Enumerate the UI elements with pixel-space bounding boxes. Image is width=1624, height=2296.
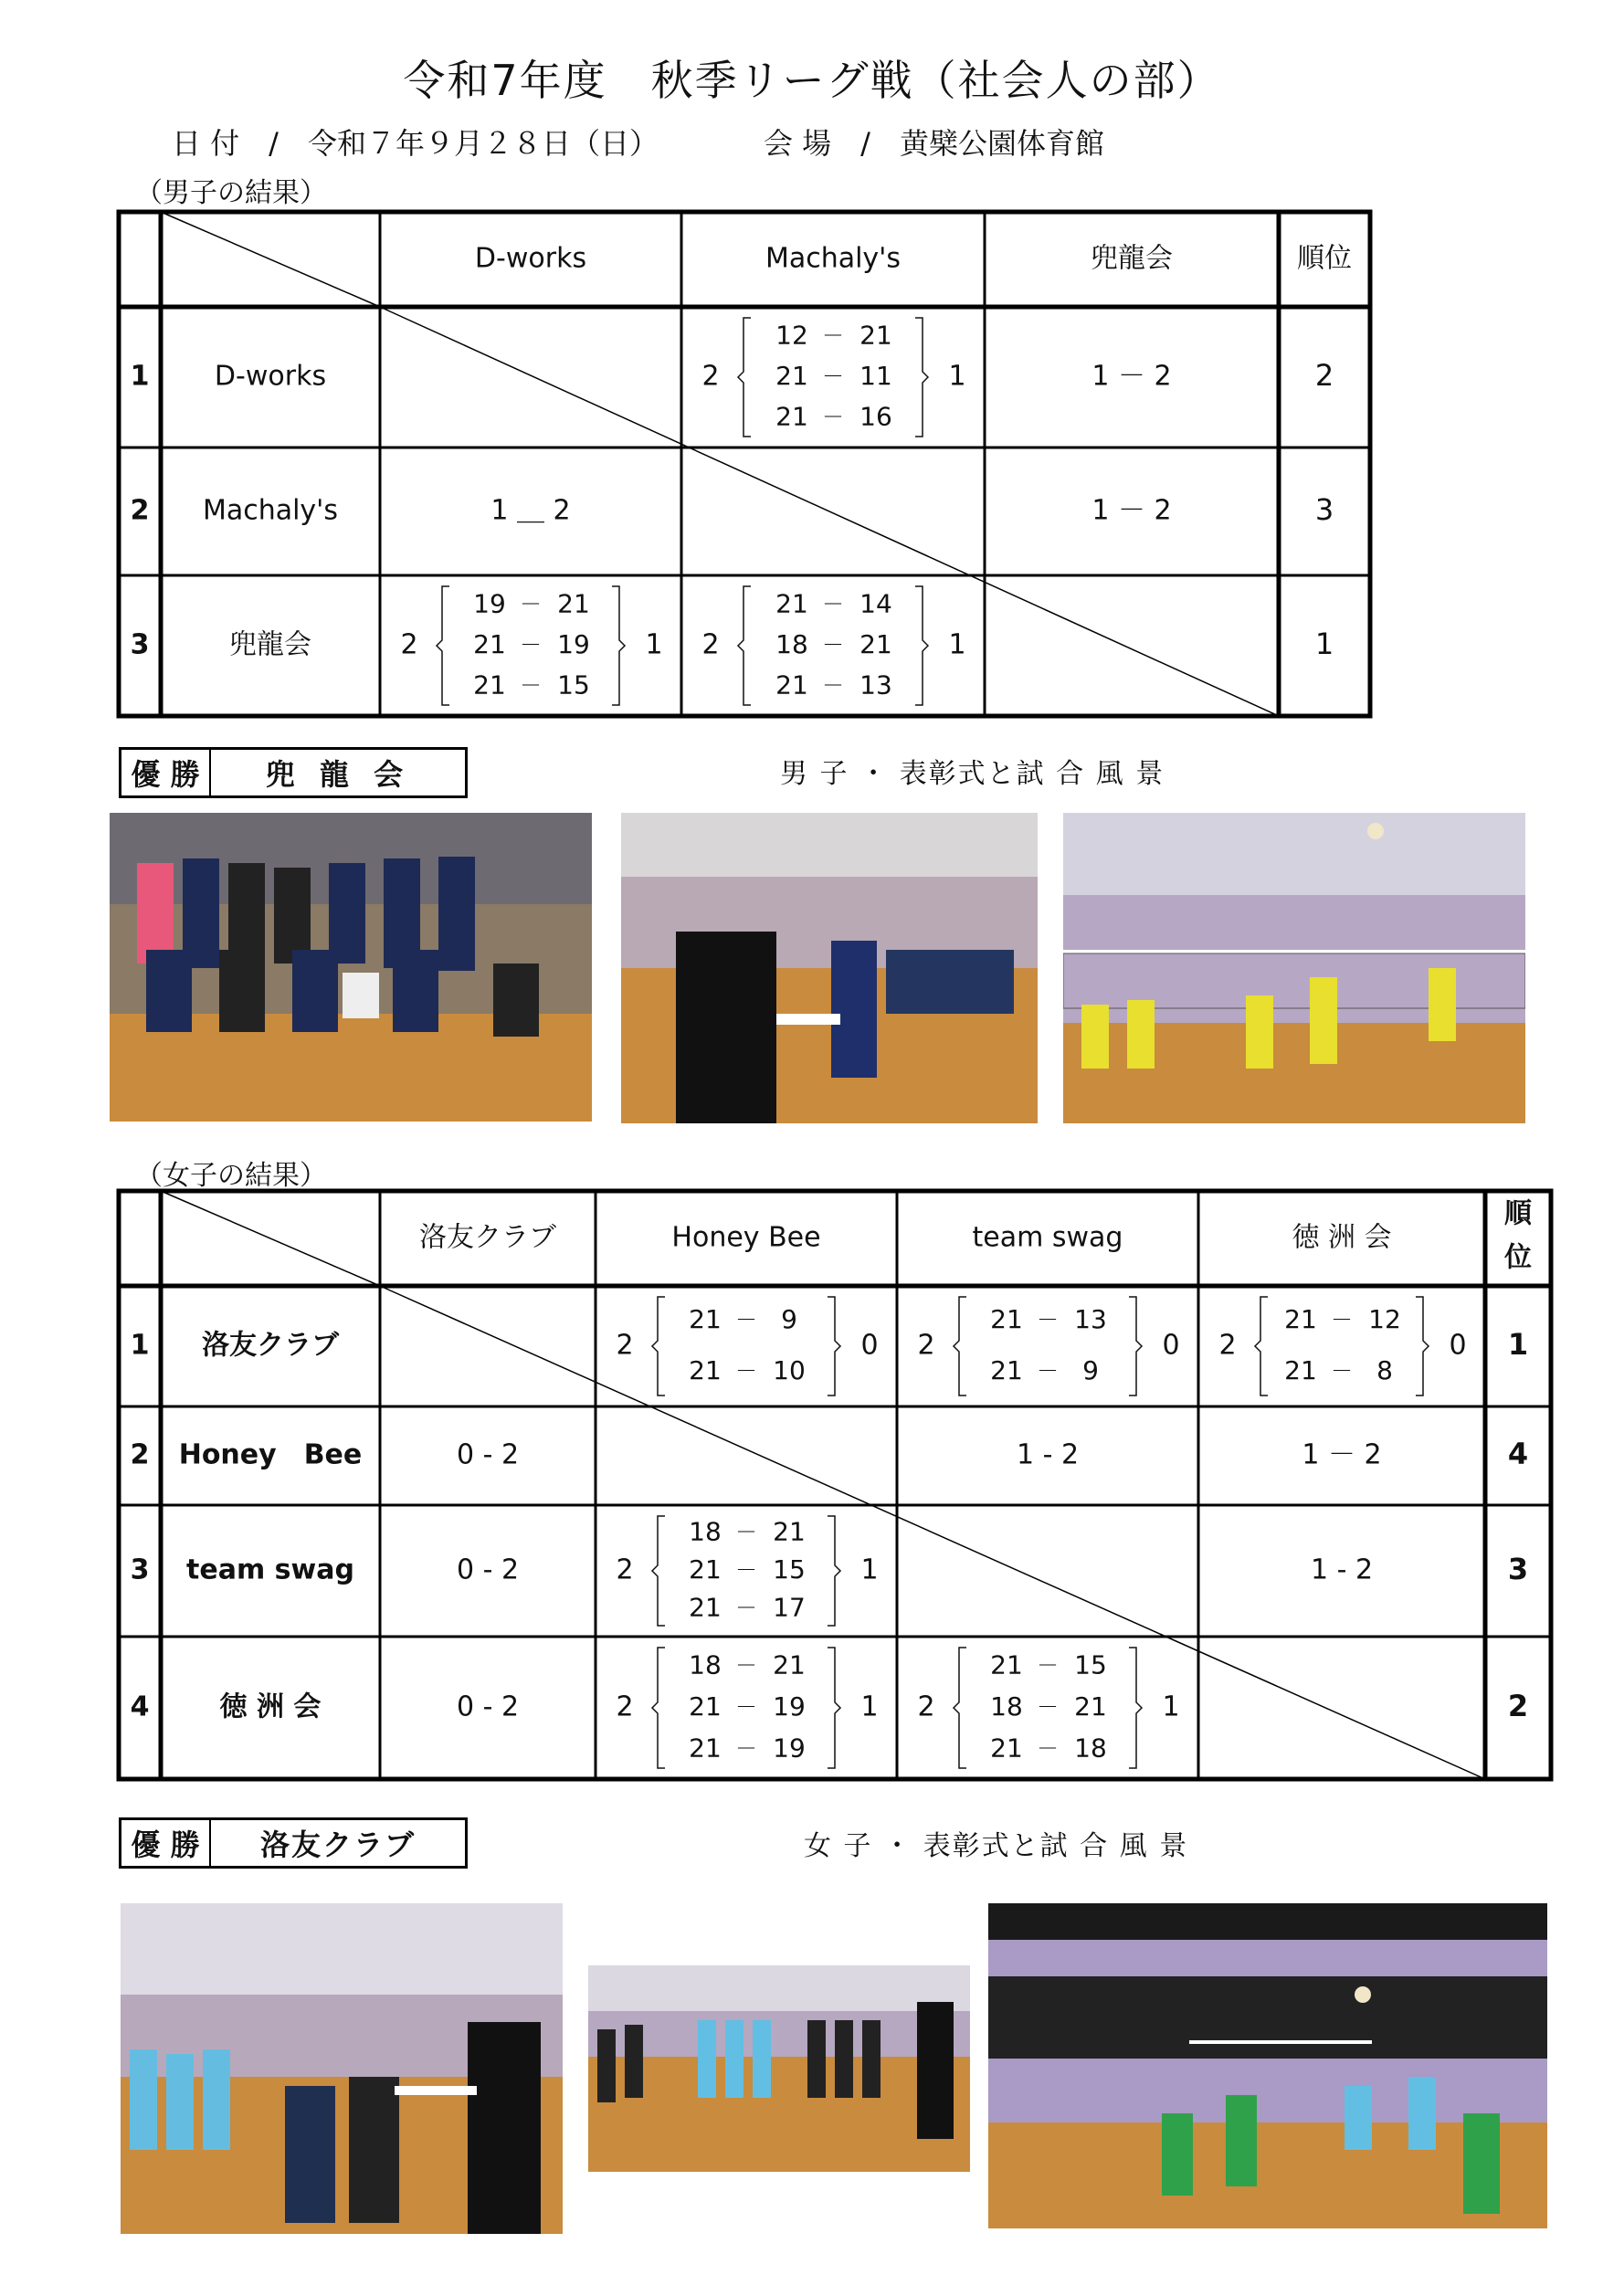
set-score: 21 [775,669,808,700]
match-score: 1 － 2 [1302,1438,1382,1471]
team-rank: 3 [1314,492,1334,527]
set-score-dash: － [735,1694,757,1720]
team-rank: 1 [1314,627,1334,661]
set-score: 21 [990,1733,1023,1764]
set-score: 18 [689,1516,722,1547]
set-score: 21 [689,1554,722,1585]
set-score-dash: － [735,1557,757,1583]
team-rank: 3 [1507,1552,1529,1586]
set-score: 21 [990,1649,1023,1680]
rank-header: 位 [1504,1241,1532,1274]
set-score: 9 [1082,1355,1099,1385]
score-bracket-right [1129,1648,1142,1768]
women-match-photo [988,1903,1547,2228]
set-score: 21 [775,401,808,432]
row-number: 4 [130,1690,150,1723]
set-score: 15 [1074,1649,1107,1680]
set-score: 21 [859,320,892,351]
match-score: 0 - 2 [456,1553,520,1586]
set-score: 21 [773,1516,806,1547]
set-score: 19 [773,1733,806,1764]
score-bracket-right [828,1516,840,1626]
set-score: 21 [473,629,506,659]
set-score: 13 [1074,1304,1107,1334]
sets-won: 2 [701,360,720,393]
team-rank: 2 [1507,1689,1529,1723]
team-rank: 1 [1507,1327,1529,1362]
header-team-name: D-works [474,242,587,275]
set-score-dash: － [1037,1358,1059,1384]
match-score: 0 - 2 [456,1438,520,1471]
header-team-name: 徳 洲 会 [1292,1221,1392,1254]
set-score: 21 [990,1304,1023,1334]
row-team-name: D-works [214,360,327,393]
sets-won: 2 [616,1329,634,1362]
set-score: 21 [990,1355,1023,1385]
sets-won: 2 [616,1690,634,1723]
set-score-dash: － [822,632,844,658]
set-score: 21 [689,1691,722,1722]
set-score-dash: － [822,672,844,699]
sets-won: 2 [917,1690,935,1723]
match-score: 1 － 2 [1091,360,1172,393]
sets-won: 2 [917,1329,935,1362]
winner-label: 優 勝 [121,1820,211,1866]
sets-won: 2 [616,1553,634,1586]
row-team-name: Machaly's [202,494,339,527]
sets-won: 2 [701,628,720,661]
score-bracket-left [1255,1297,1268,1396]
row-number: 1 [130,360,150,393]
set-score: 21 [557,588,590,619]
set-score: 21 [1074,1691,1107,1722]
match-score: 1 - 2 [1016,1438,1080,1471]
row-number: 2 [130,1438,150,1471]
row-team-name: Honey Bee [178,1438,363,1471]
sets-lost: 0 [860,1329,879,1362]
set-score-dash: － [1037,1694,1059,1720]
score-bracket-left [954,1297,966,1396]
score-bracket-left [652,1516,665,1626]
match-score: 1 ＿ 2 [490,494,571,527]
rank-header: 順 [1504,1197,1532,1230]
sets-lost: 1 [860,1690,879,1723]
set-score: 12 [1368,1304,1401,1334]
men-winner-name: 兜 龍 会 [265,757,411,792]
winner-label: 優 勝 [121,750,211,795]
set-score: 21 [689,1592,722,1623]
set-score-dash: － [735,1307,757,1332]
score-bracket-right [1129,1297,1142,1396]
rank-header: 順位 [1297,242,1352,275]
team-rank: 4 [1507,1437,1529,1471]
score-bracket-right [828,1297,840,1396]
header-diagonal [161,1191,380,1286]
set-score: 21 [473,669,506,700]
set-score: 10 [773,1355,806,1385]
sets-lost: 1 [1162,1690,1180,1723]
sets-won: 2 [1218,1329,1237,1362]
set-score: 21 [1284,1355,1317,1385]
header-team-name: 兜龍会 [1091,242,1173,275]
set-score-dash: － [1331,1358,1353,1384]
set-score: 13 [859,669,892,700]
set-score: 11 [859,361,892,391]
match-score: 1 － 2 [1091,494,1172,527]
set-score: 21 [689,1355,722,1385]
row-team-name: 徳 洲 会 [219,1690,322,1723]
set-score: 21 [689,1304,722,1334]
set-score: 19 [473,588,506,619]
women-section-label: （女子の結果） [135,1160,327,1192]
women-award-photo-1 [121,1903,563,2234]
set-score: 16 [859,401,892,432]
score-bracket-left [652,1648,665,1768]
women-winner-box [119,1817,468,1869]
row-number: 3 [130,628,150,661]
sets-lost: 0 [1449,1329,1467,1362]
women-winner-name: 洛友クラブ [259,1827,416,1862]
row-team-name: 洛友クラブ [202,1329,339,1362]
set-score-dash: － [735,1652,757,1679]
date-line: 日 付 / 令和７年９月２８日（日） [172,126,659,161]
row-team-name: 兜龍会 [229,628,311,661]
sets-lost: 1 [860,1553,879,1586]
set-score-dash: － [735,1358,757,1384]
set-score-dash: － [822,363,844,389]
set-score-dash: － [735,1735,757,1762]
set-score-dash: － [520,632,542,658]
header-team-name: Honey Bee [671,1221,821,1254]
set-score: 17 [773,1592,806,1623]
set-score: 14 [859,588,892,619]
set-score-dash: － [822,322,844,349]
set-score: 15 [557,669,590,700]
set-score: 21 [775,361,808,391]
set-score: 18 [990,1691,1023,1722]
page-title: 令和7年度 秋季リーグ戦（社会人の部） [403,56,1221,105]
set-score: 21 [775,588,808,619]
score-bracket-left [954,1648,966,1768]
men-section-label: （男子の結果） [135,177,327,209]
team-rank: 2 [1314,358,1334,393]
sets-lost: 1 [645,628,663,661]
row-number: 3 [130,1553,150,1586]
row-number: 1 [130,1329,150,1362]
header-team-name: 洛友クラブ [419,1221,556,1254]
set-score: 15 [773,1554,806,1585]
sets-won: 2 [400,628,418,661]
set-score-dash: － [822,404,844,430]
set-score: 21 [859,629,892,659]
header-team-name: team swag [972,1221,1123,1254]
header-team-name: Machaly's [765,242,902,275]
set-score-dash: － [520,591,542,617]
match-score: 1 - 2 [1310,1553,1374,1586]
set-score: 19 [557,629,590,659]
score-bracket-right [828,1648,840,1768]
set-score: 9 [781,1304,797,1334]
set-score: 12 [775,320,808,351]
set-score-dash: － [1331,1307,1353,1332]
row-number: 2 [130,494,150,527]
score-bracket-left [652,1297,665,1396]
women-photos-caption: 女 子 ・ 表彰式と試 合 風 景 [804,1830,1189,1862]
set-score-dash: － [822,591,844,617]
men-photos-caption: 男 子 ・ 表彰式と試 合 風 景 [780,758,1165,790]
set-score-dash: － [735,1519,757,1545]
set-score-dash: － [1037,1652,1059,1679]
set-score-dash: － [735,1595,757,1621]
set-score: 21 [773,1649,806,1680]
set-score: 19 [773,1691,806,1722]
set-score-dash: － [1037,1735,1059,1762]
sets-lost: 1 [948,628,966,661]
row-team-name: team swag [186,1553,354,1586]
sets-lost: 1 [948,360,966,393]
set-score: 18 [775,629,808,659]
score-bracket-right [1416,1297,1429,1396]
set-score: 21 [1284,1304,1317,1334]
set-score-dash: － [1037,1307,1059,1332]
sets-lost: 0 [1162,1329,1180,1362]
set-score-dash: － [520,672,542,699]
set-score: 18 [689,1649,722,1680]
set-score: 18 [1074,1733,1107,1764]
set-score: 21 [689,1733,722,1764]
set-score: 8 [1376,1355,1393,1385]
women-award-photo-2 [588,1965,970,2172]
match-score: 0 - 2 [456,1690,520,1723]
venue-line: 会 場 / 黄檗公園体育館 [764,126,1104,161]
